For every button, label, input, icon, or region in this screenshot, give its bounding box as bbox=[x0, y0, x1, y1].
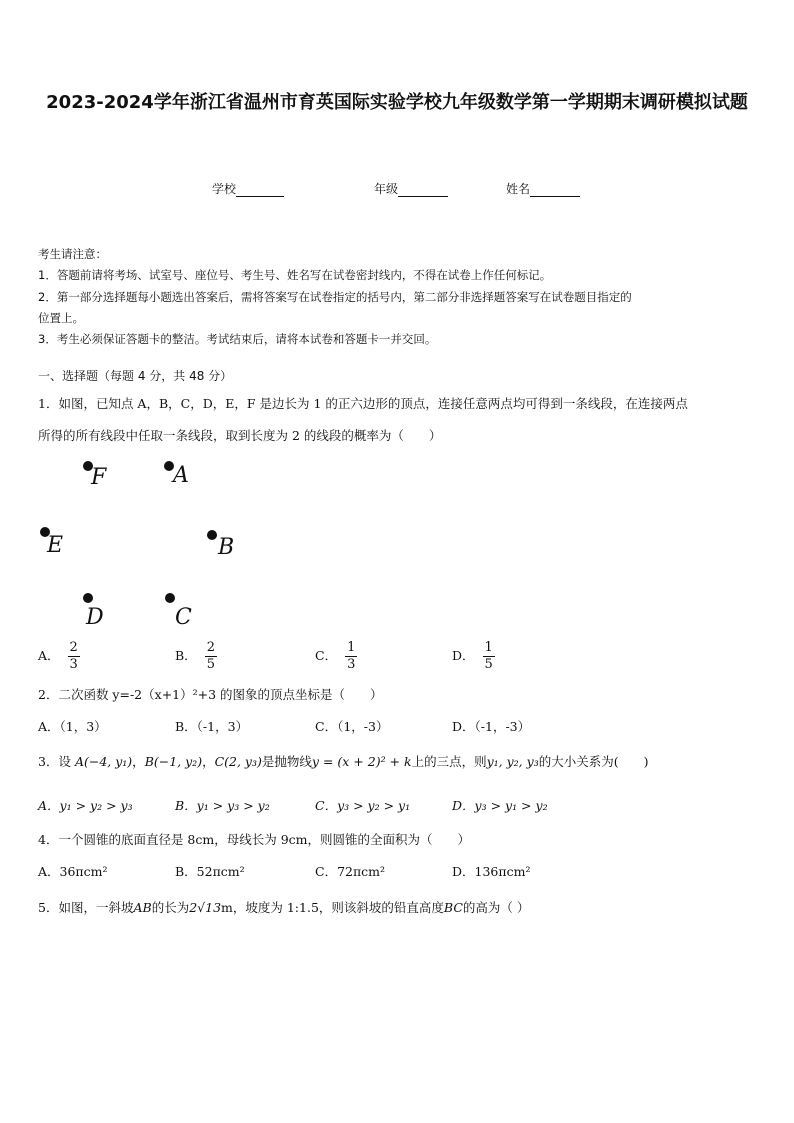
point-b-label: B bbox=[218, 535, 235, 560]
q5-text: 5．如图，一斜坡 bbox=[38, 900, 134, 915]
q1-option-a[interactable] bbox=[38, 640, 80, 673]
page-title: 2023-2024学年浙江省温州市育英国际实验学校九年级数学第一学期期末调研模拟试题 bbox=[46, 92, 748, 113]
q4-option-a[interactable]: A．36πcm² bbox=[38, 864, 108, 879]
q3-point-b: B(−1, y₂) bbox=[144, 754, 203, 769]
q3-option-a[interactable]: A．y₁ > y₂ > y₃ bbox=[38, 798, 133, 813]
q5-text: 的长为 bbox=[151, 900, 190, 915]
question-4-stem: 4．一个圆锥的底面直径是 8cm，母线长为 9cm，则圆锥的全面积为（ ） bbox=[38, 832, 471, 847]
name-label: 姓名 bbox=[506, 182, 531, 196]
q5-length: 2√13 bbox=[189, 900, 222, 915]
name-blank[interactable] bbox=[530, 182, 580, 197]
question-3-stem bbox=[38, 746, 763, 778]
q1-option-b[interactable] bbox=[175, 640, 217, 673]
exam-notice bbox=[38, 244, 758, 350]
q4-option-b[interactable]: B．52πcm² bbox=[175, 864, 245, 879]
q2-option-c[interactable]: C．（1，-3） bbox=[315, 719, 389, 734]
q3-variables: y₁, y₂, y₃ bbox=[486, 754, 539, 769]
q3-option-d[interactable]: D．y₃ > y₁ > y₂ bbox=[452, 798, 548, 813]
q3-point-a: A(−4, y₁) bbox=[74, 754, 133, 769]
q1-option-a-fraction bbox=[68, 640, 80, 673]
grade-field[interactable] bbox=[374, 180, 448, 197]
q5-height-bc: BC bbox=[443, 900, 463, 915]
section-heading: 一、选择题（每题 4 分，共 48 分） bbox=[38, 369, 233, 383]
q1-option-b-letter: B． bbox=[175, 648, 197, 663]
hexagon-vertices-figure bbox=[30, 450, 250, 640]
school-field[interactable] bbox=[212, 180, 284, 197]
q1-option-d-fraction bbox=[483, 640, 495, 673]
notice-heading: 考生请注意： bbox=[38, 247, 107, 261]
numerator: 1 bbox=[347, 640, 356, 655]
question-1-line-1: 1．如图，已知点 A，B，C，D，E，F 是边长为 1 的正六边形的顶点，连接任意两点均可得到一条线段，在连接两点 bbox=[38, 396, 688, 411]
q2-option-d[interactable]: D．（-1，-3） bbox=[452, 719, 531, 734]
grade-blank[interactable] bbox=[398, 182, 448, 197]
denominator: 5 bbox=[484, 657, 493, 672]
question-2-stem: 2．二次函数 y=-2（x+1）²+3 的图象的顶点坐标是（ ） bbox=[38, 687, 383, 702]
numerator: 2 bbox=[206, 640, 215, 655]
q4-option-c[interactable]: C．72πcm² bbox=[315, 864, 386, 879]
point-e-label: E bbox=[47, 533, 64, 558]
q3-option-b[interactable]: B．y₁ > y₃ > y₂ bbox=[175, 798, 270, 813]
school-blank[interactable] bbox=[236, 182, 284, 197]
point-d-label: D bbox=[86, 605, 104, 630]
school-label: 学校 bbox=[212, 182, 237, 196]
question-1-line-2: 所得的所有线段中任取一条线段，取到长度为 2 的线段的概率为（ ） bbox=[38, 428, 442, 443]
numerator: 2 bbox=[69, 640, 78, 655]
name-field[interactable] bbox=[506, 180, 580, 197]
q5-slope-ab: AB bbox=[133, 900, 152, 915]
q4-option-d[interactable]: D．136πcm² bbox=[452, 864, 531, 879]
q3-separator: ， bbox=[132, 754, 145, 769]
point-f-label: F bbox=[91, 465, 107, 490]
q1-option-c[interactable] bbox=[315, 640, 357, 673]
q3-separator: ， bbox=[202, 754, 215, 769]
point-b-dot bbox=[207, 530, 217, 540]
q1-option-c-fraction bbox=[345, 640, 357, 673]
notice-item-1: 1．答题前请将考场、试室号、座位号、考生号、姓名写在试卷密封线内，不得在试卷上作任何标记。 bbox=[38, 268, 552, 283]
denominator: 3 bbox=[347, 657, 356, 672]
question-5-stem bbox=[38, 892, 763, 924]
q3-text: 上的三点，则 bbox=[411, 754, 487, 769]
notice-item-2b: 位置上。 bbox=[38, 310, 84, 325]
point-c-dot bbox=[165, 593, 175, 603]
point-a-label: A bbox=[173, 463, 189, 488]
q3-parabola-equation: y = (x + 2)² + k bbox=[311, 754, 412, 769]
q3-option-c[interactable]: C．y₃ > y₂ > y₁ bbox=[315, 798, 411, 813]
q1-option-b-fraction bbox=[205, 640, 217, 673]
q3-prefix: 3．设 bbox=[38, 754, 75, 769]
student-info-row bbox=[0, 180, 794, 200]
q1-option-d-letter: D． bbox=[452, 648, 475, 663]
notice-item-3: 3．考生必须保证答题卡的整洁。考试结束后，请将本试卷和答题卡一并交回。 bbox=[38, 332, 437, 347]
numerator: 1 bbox=[484, 640, 493, 655]
point-c-label: C bbox=[175, 605, 192, 630]
q1-option-a-letter: A． bbox=[38, 648, 60, 663]
point-d-dot bbox=[83, 593, 93, 603]
q2-option-a[interactable]: A．（1，3） bbox=[38, 719, 107, 734]
q3-suffix: 的大小关系为( ) bbox=[538, 754, 649, 769]
q1-option-c-letter: C． bbox=[315, 648, 338, 663]
q2-option-b[interactable]: B．（-1，3） bbox=[175, 719, 249, 734]
denominator: 5 bbox=[206, 657, 215, 672]
q5-text: 的高为（ ） bbox=[462, 900, 530, 915]
notice-item-2a: 2．第一部分选择题每小题选出答案后，需将答案写在试卷指定的括号内，第二部分非选择题答案写在试卷题目指定的 bbox=[38, 289, 632, 304]
q5-text: m，坡度为 1:1.5，则该斜坡的铅直高度 bbox=[221, 900, 444, 915]
denominator: 3 bbox=[69, 657, 78, 672]
q3-point-c: C(2, y₃) bbox=[214, 754, 262, 769]
grade-label: 年级 bbox=[374, 182, 399, 196]
q1-option-d[interactable] bbox=[452, 640, 495, 673]
q3-text: 是抛物线 bbox=[261, 754, 312, 769]
